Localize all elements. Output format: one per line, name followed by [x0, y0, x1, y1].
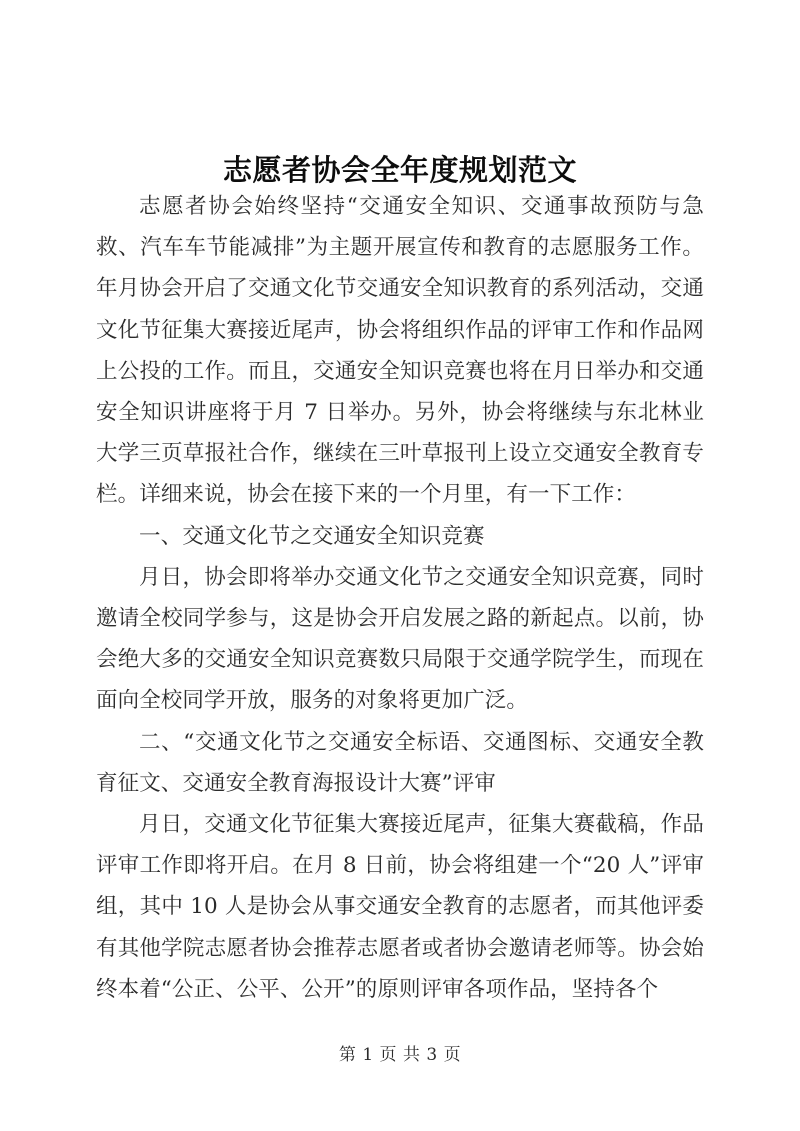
paragraph: 志愿者协会始终坚持“交通安全知识、交通事故预防与急救、汽车车节能减排”为主题开展宣传和教育的志愿服务工作。年月协会开启了交通文化节交通安全知识教育的系列活动，交通文化节征集大赛接近尾声，协会将组织作品的评审工作和作品网上公投的工作。而且，交通安全知识竞赛也将在月日举办和交通安全知识讲座将于月 7 日举办。另外，协会将继续与东北林业大学三页草报社合作，继续在三叶草报刊上设立交通安全教育专栏。详细来说，协会在接下来的一个月里，有一下工作： — [96, 194, 704, 508]
section-heading-two: 二、“交通文化节之交通安全标语、交通图标、交通安全教育征文、交通安全教育海报设计大赛”评审 — [96, 729, 704, 796]
page-title: 志愿者协会全年度规划范文 — [222, 153, 577, 188]
section-heading-one: 一、交通文化节之交通安全知识竞赛 — [139, 523, 485, 549]
document-body — [96, 186, 704, 1010]
page-number-footer: 第 1 页 共 3 页 — [338, 1045, 462, 1065]
paragraph: 月日，交通文化节征集大赛接近尾声，征集大赛截稿，作品评审工作即将开启。在月 8 日前，协会将组建一个“20 人”评审组，其中 10 人是协会从事交通安全教育的志愿者，而其他评委有其他学院志愿者协会推荐志愿者或者协会邀请老师等。协会始终本着“公正、公平、公开”的原则评审各项作品，坚持各个 — [96, 812, 704, 1002]
paragraph: 月日，协会即将举办交通文化节之交通安全知识竞赛，同时邀请全校同学参与，这是协会开启发展之路的新起点。以前，协会绝大多的交通安全知识竞赛数只局限于交通学院学生，而现在面向全校同学开放，服务的对象将更加广泛。 — [96, 564, 704, 714]
